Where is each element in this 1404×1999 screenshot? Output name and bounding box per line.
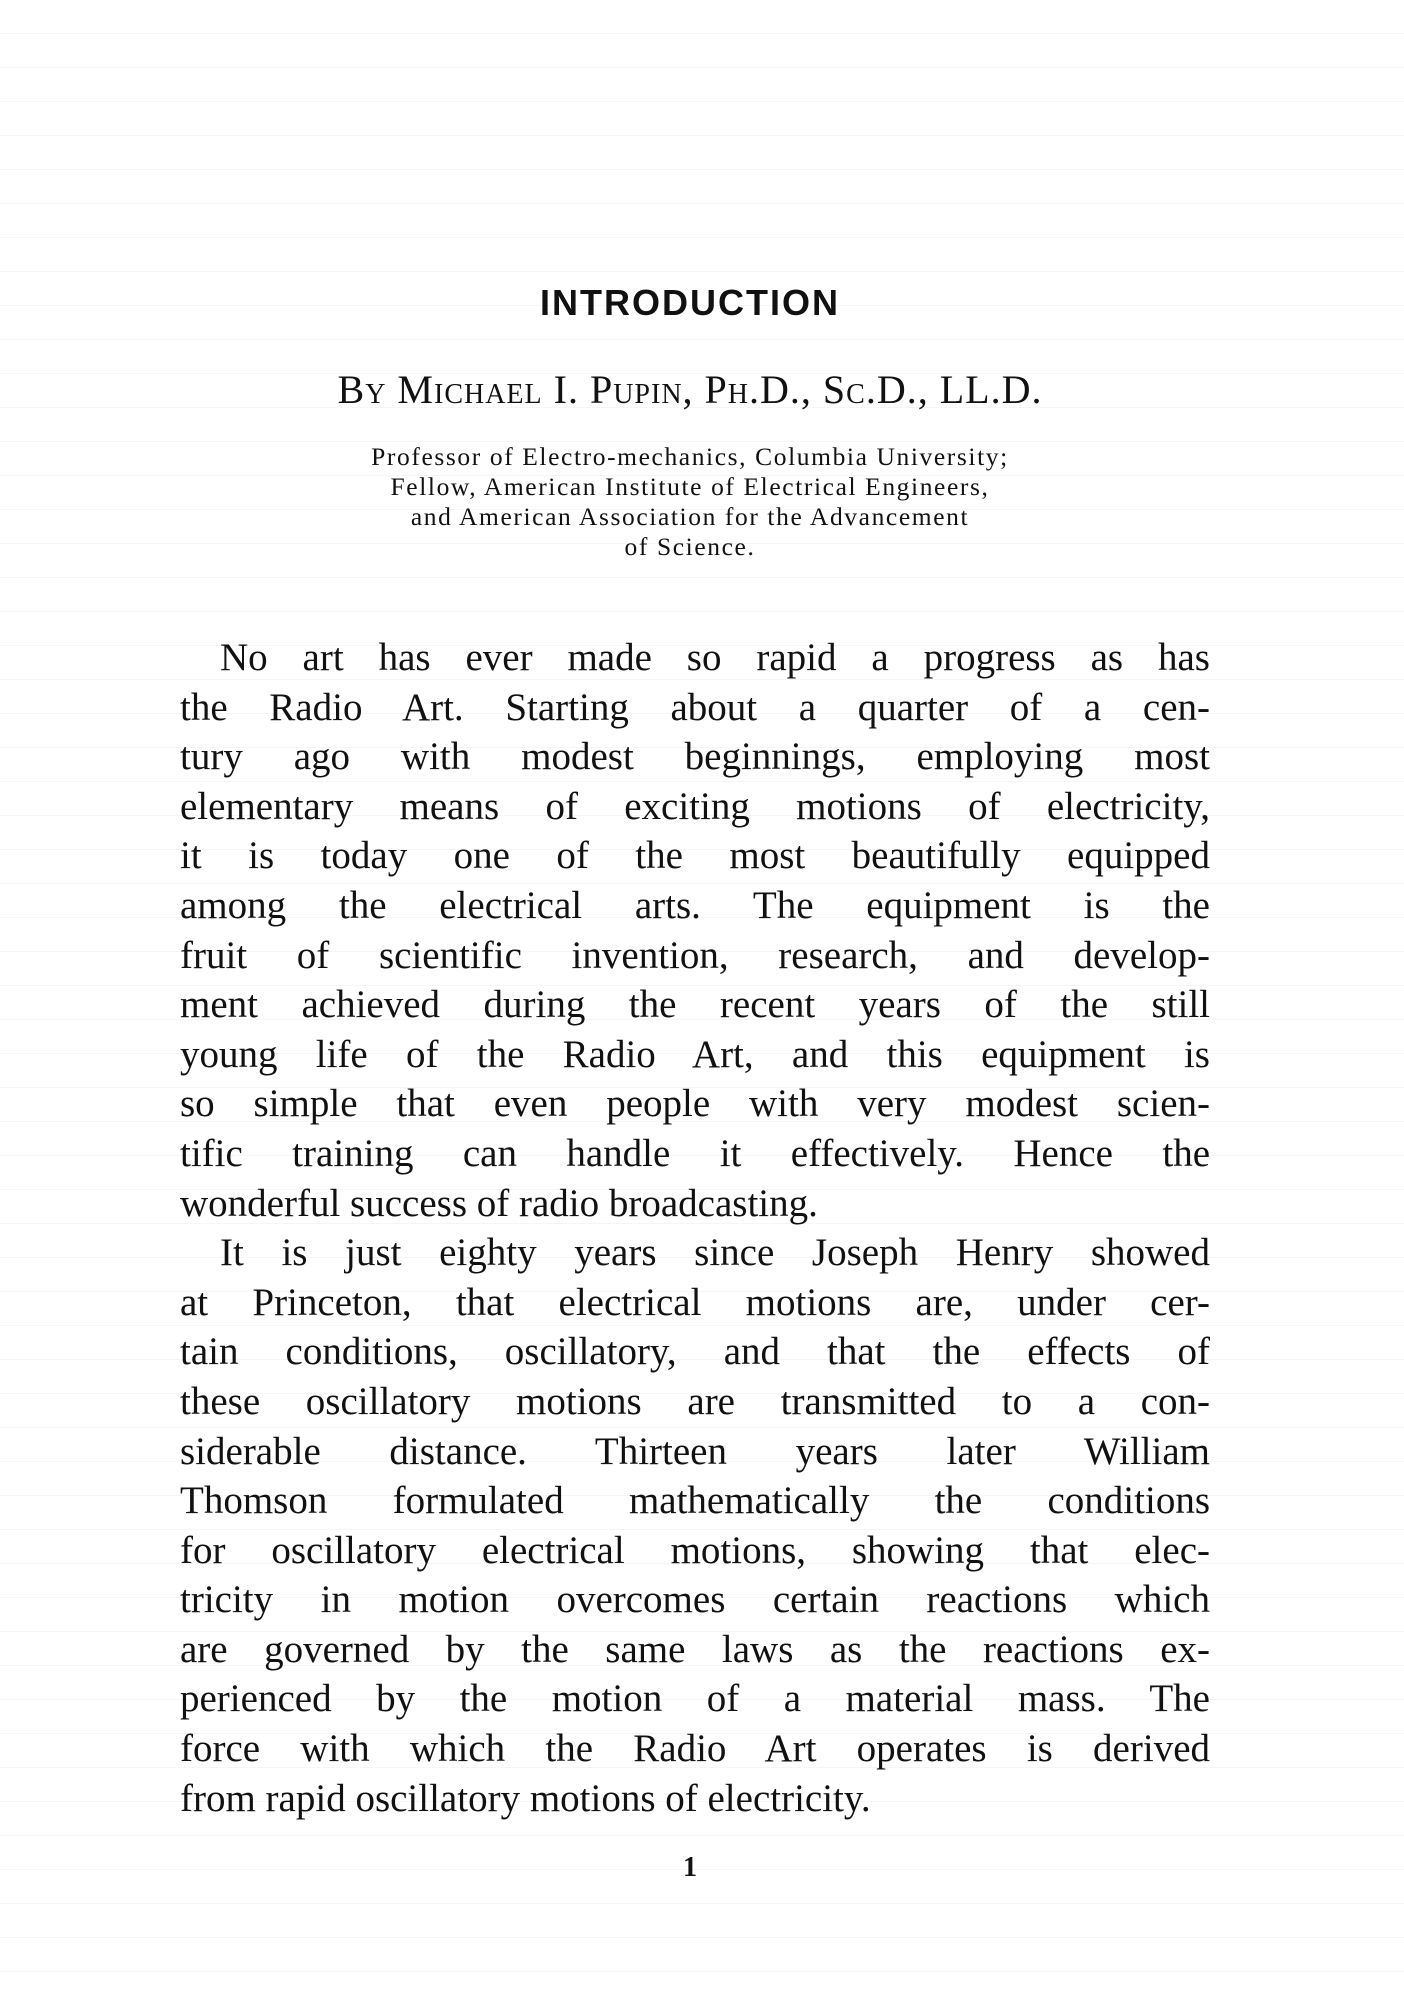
text-line: siderable distance. Thirteen years later William: [180, 1429, 1210, 1473]
byline-prefix: By: [337, 367, 387, 412]
text-line: fruit of scientific invention, research, and develop-: [180, 933, 1210, 977]
text-line: ment achieved during the recent years of the still: [180, 983, 1210, 1027]
text-line: young life of the Radio Art, and this equipment is: [180, 1032, 1210, 1076]
text-line: the Radio Art. Starting about a quarter of a cen-: [180, 685, 1210, 729]
text-line: at Princeton, that electrical motions are, under cer-: [180, 1280, 1210, 1324]
text-line: it is today one of the most beautifully equipped: [180, 834, 1210, 878]
text-line: tific training can handle it effectively. Hence the: [180, 1131, 1210, 1175]
paragraph-1: [180, 633, 1210, 1228]
credential-line: Professor of Electro-mechanics, Columbia University;: [371, 442, 1009, 471]
text-line: No art has ever made so rapid a progress as has: [220, 636, 1210, 679]
credential-line: and American Association for the Advancement: [410, 502, 970, 531]
text-line: tury ago with modest beginnings, employing most: [180, 735, 1210, 779]
byline-separator: ,: [682, 367, 694, 412]
page-title: INTRODUCTION: [540, 282, 840, 323]
text-line: so simple that even people with very modest scien-: [180, 1082, 1210, 1126]
text-line: are governed by the same laws as the reactions ex-: [180, 1627, 1210, 1671]
body-text: [180, 633, 1210, 1823]
text-line: these oscillatory motions are transmitted to a con-: [180, 1379, 1210, 1423]
author-byline: [0, 366, 1380, 413]
text-line: among the electrical arts. The equipment is the: [180, 883, 1210, 927]
text-line: from rapid oscillatory motions of electricity.: [180, 1776, 871, 1820]
author-degrees: Ph.D., Sc.D., LL.D.: [704, 367, 1043, 412]
text-line: force with which the Radio Art operates is derived: [180, 1727, 1210, 1771]
text-line: Thomson formulated mathematically the conditions: [180, 1479, 1210, 1523]
paragraph-2: [180, 1228, 1210, 1823]
text-line: elementary means of exciting motions of electricity,: [180, 784, 1210, 828]
credential-line: Fellow, American Institute of Electrical Engineers,: [390, 472, 990, 501]
text-line: perienced by the motion of a material mass. The: [180, 1677, 1210, 1721]
page-number: 1: [683, 1852, 697, 1883]
text-line: tricity in motion overcomes certain reactions which: [180, 1578, 1210, 1622]
text-line: It is just eighty years since Joseph Henry showed: [220, 1231, 1210, 1275]
credential-line: of Science.: [624, 532, 756, 561]
text-line: tain conditions, oscillatory, and that the effects of: [180, 1330, 1210, 1374]
text-line: wonderful success of radio broadcasting.: [180, 1181, 818, 1225]
author-credentials: [240, 442, 1140, 562]
author-name: Michael I. Pupin: [397, 367, 683, 412]
text-line: for oscillatory electrical motions, showing that elec-: [180, 1528, 1210, 1572]
